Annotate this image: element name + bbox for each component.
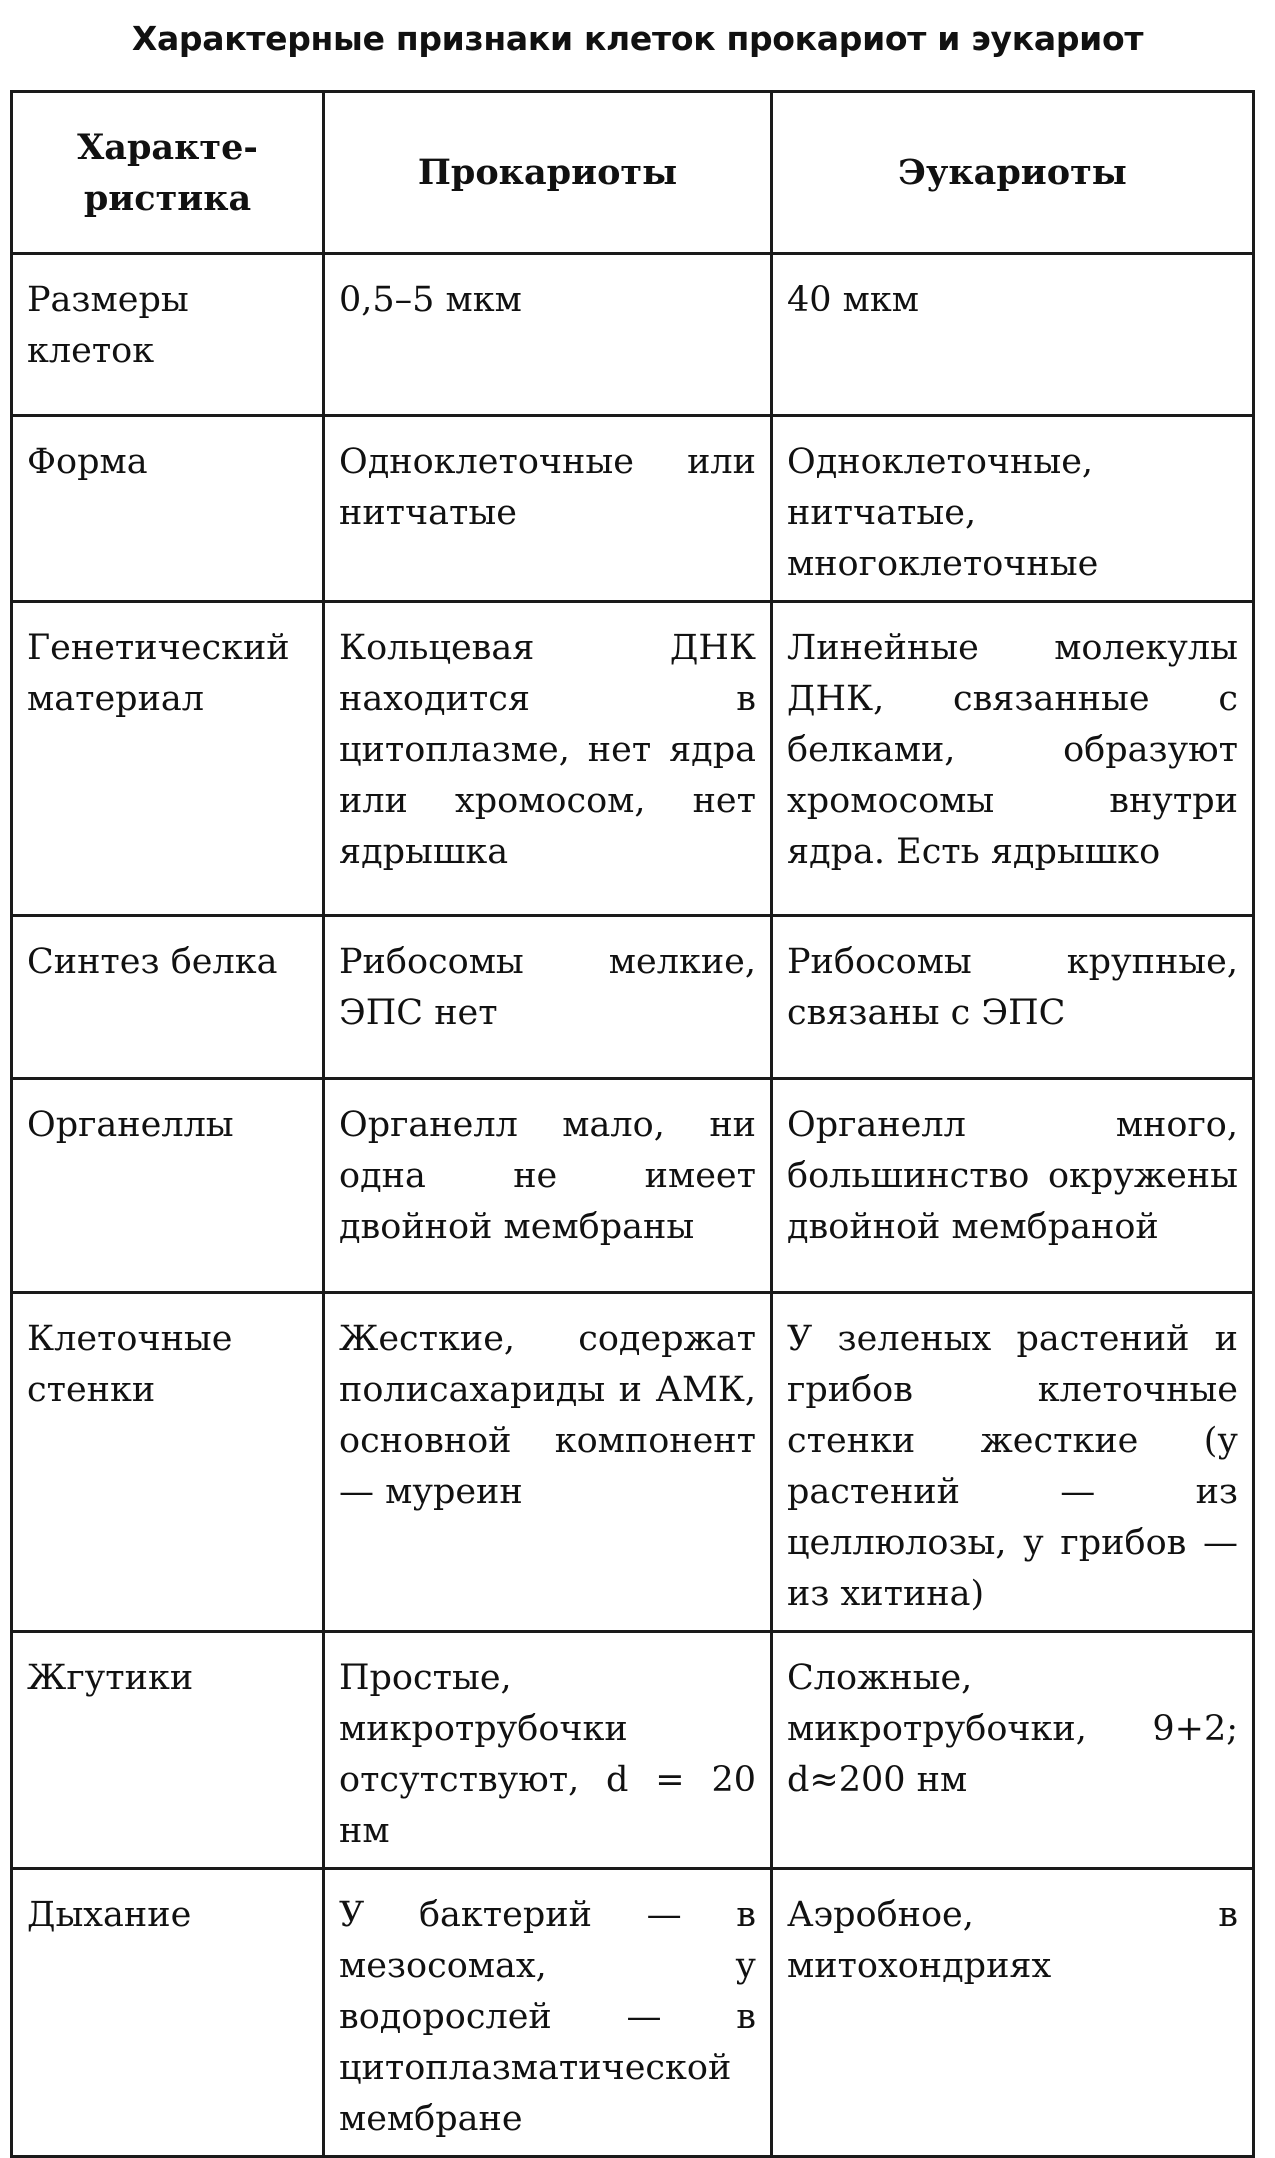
header-characteristic: Характе- ристика bbox=[12, 92, 324, 254]
row-eukaryotes: У зеленых растений и грибов клеточные стенки жесткие (у растений — из целлюлозы, у грибов — из хитина) bbox=[772, 1293, 1254, 1632]
row-prokaryotes: Простые, микротрубочки отсутствуют, d = 20 нм bbox=[324, 1632, 772, 1869]
table-row-genetic-material bbox=[12, 602, 1254, 916]
row-eukaryotes: Рибосомы крупные, связаны с ЭПС bbox=[772, 916, 1254, 1079]
row-prokaryotes: 0,5–5 мкм bbox=[324, 254, 772, 416]
row-prokaryotes: Кольцевая ДНК находится в цитоплазме, нет ядра или хромосом, нет ядрышка bbox=[324, 602, 772, 916]
row-prokaryotes: Одноклеточные или нитчатые bbox=[324, 416, 772, 602]
row-characteristic: Размеры клеток bbox=[12, 254, 324, 416]
row-eukaryotes: 40 мкм bbox=[772, 254, 1254, 416]
row-characteristic: Дыхание bbox=[12, 1869, 324, 2157]
comparison-table bbox=[10, 90, 1255, 2158]
row-characteristic: Синтез белка bbox=[12, 916, 324, 1079]
row-characteristic: Клеточные стенки bbox=[12, 1293, 324, 1632]
row-eukaryotes: Сложные, микротрубочки, 9+2; d≈200 нм bbox=[772, 1632, 1254, 1869]
row-eukaryotes: Органелл много, большинство окружены двойной мембраной bbox=[772, 1079, 1254, 1293]
row-characteristic: Органеллы bbox=[12, 1079, 324, 1293]
row-characteristic: Форма bbox=[12, 416, 324, 602]
table-header-row bbox=[12, 92, 1254, 254]
row-prokaryotes: Жесткие, содержат полисахариды и АМК, основной компонент — муреин bbox=[324, 1293, 772, 1632]
row-characteristic: Генетический материал bbox=[12, 602, 324, 916]
row-characteristic: Жгутики bbox=[12, 1632, 324, 1869]
header-eukaryotes: Эукариоты bbox=[772, 92, 1254, 254]
row-prokaryotes: У бактерий — в мезосомах, у водорослей — в цитоплазматической мембране bbox=[324, 1869, 772, 2157]
table-row-form bbox=[12, 416, 1254, 602]
table-row-respiration bbox=[12, 1869, 1254, 2157]
row-prokaryotes: Рибосомы мелкие, ЭПС нет bbox=[324, 916, 772, 1079]
row-eukaryotes: Аэробное, в митохондриях bbox=[772, 1869, 1254, 2157]
table-row-protein-synthesis bbox=[12, 916, 1254, 1079]
table-row-organelles bbox=[12, 1079, 1254, 1293]
header-prokaryotes: Прокариоты bbox=[324, 92, 772, 254]
table-row-cell-walls bbox=[12, 1293, 1254, 1632]
page-title: Характерные признаки клеток прокариот и эукариот bbox=[131, 19, 1144, 58]
table-row-flagella bbox=[12, 1632, 1254, 1869]
row-eukaryotes: Одноклеточные, нитчатые, многоклеточные bbox=[772, 416, 1254, 602]
row-eukaryotes: Линейные молекулы ДНК, связанные с белками, образуют хромосомы внутри ядра. Есть ядрышко bbox=[772, 602, 1254, 916]
table-row-cell-size bbox=[12, 254, 1254, 416]
row-prokaryotes: Органелл мало, ни одна не имеет двойной мембраны bbox=[324, 1079, 772, 1293]
